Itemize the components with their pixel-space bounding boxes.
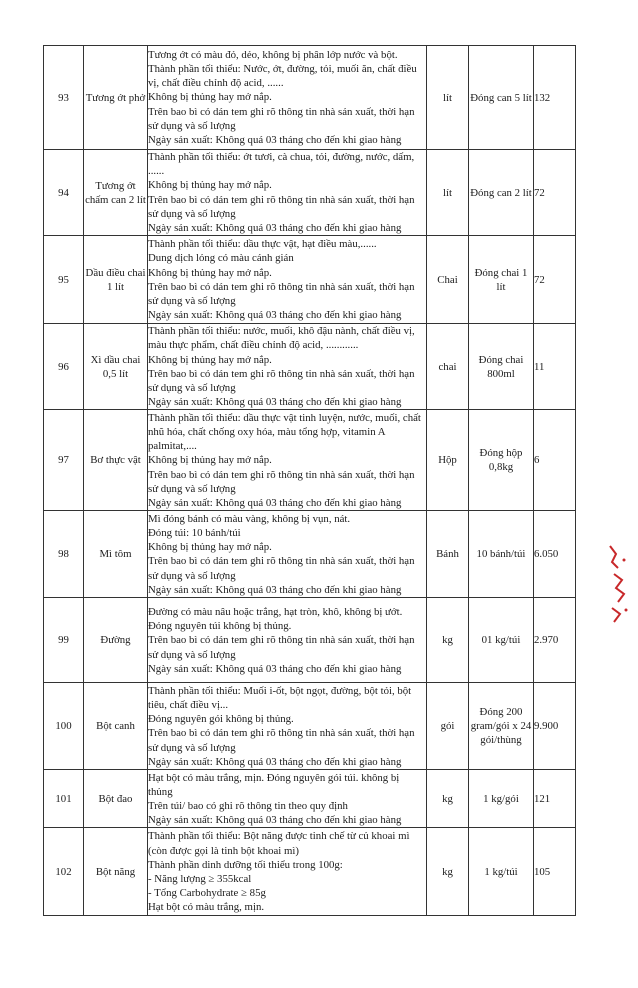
table-row [44,324,576,410]
item-packing: Đóng 200 gram/gói x 24 gói/thùng [469,683,534,770]
table-row [44,410,576,511]
table-row [44,598,576,683]
requirement-line: Ngày sản xuất: Không quá 03 tháng cho đến khi giao hàng [148,222,402,235]
table-row [44,770,576,828]
row-number: 93 [44,46,84,150]
item-unit: lít [427,46,469,150]
requirement-line: Tương ớt có màu đỏ, dẻo, không bị phân lớp nước và bột. [148,48,398,61]
row-number: 96 [44,324,84,410]
requirement-line: Trên bao bì có dán tem ghi rõ thông tin nhà sản xuất, thời hạn sử dụng và số lượng [148,555,415,582]
item-name: Mì tôm [84,511,148,598]
item-requirements [148,150,427,236]
requirement-line: Đóng nguyên gói không bị thủng. [148,713,294,726]
item-requirements [148,236,427,324]
requirement-line: Không bị thủng hay mở nắp. [148,266,272,279]
requirement-line: Không bị thủng hay mở nắp. [148,454,272,467]
item-name: Bột đao [84,770,148,828]
item-unit: lít [427,150,469,236]
item-requirements [148,46,427,150]
row-number: 99 [44,598,84,683]
item-requirements [148,683,427,770]
item-quantity: 132 [534,46,576,150]
item-unit: Bánh [427,511,469,598]
item-quantity: 121 [534,770,576,828]
item-quantity: 72 [534,236,576,324]
item-requirements [148,324,427,410]
requirement-line: - Tổng Carbohydrate ≥ 85g [148,887,266,900]
requirement-line: Hạt bột có màu trắng, mịn. Đóng nguyên gói túi. không bị thủng [148,771,400,798]
table-row [44,511,576,598]
table-row [44,828,576,916]
item-unit: kg [427,828,469,916]
item-unit: kg [427,598,469,683]
item-packing: Đóng can 5 lít [469,46,534,150]
requirement-line: Trên bao bì có dán tem ghi rõ thông tin nhà sản xuất, thời hạn sử dụng và số lượng [148,105,415,132]
item-name: Bơ thực vật [84,410,148,511]
item-packing: Đóng hộp 0,8kg [469,410,534,511]
item-quantity: 11 [534,324,576,410]
row-number: 95 [44,236,84,324]
item-packing: 1 kg/túi [469,828,534,916]
item-requirements [148,828,427,916]
requirement-line: Trên bao bì có dán tem ghi rõ thông tin nhà sản xuất, thời hạn sử dụng và số lượng [148,193,415,220]
item-name: Xì dầu chai 0,5 lít [84,324,148,410]
requirement-line: Thành phần dinh dưỡng tối thiểu trong 100g: [148,858,343,871]
item-quantity: 72 [534,150,576,236]
item-unit: chai [427,324,469,410]
row-number: 101 [44,770,84,828]
item-name: Dầu điều chai 1 lít [84,236,148,324]
requirement-line: Ngày sản xuất: Không quá 03 tháng cho đến khi giao hàng [148,583,402,596]
spec-table [43,45,576,916]
requirement-line: Thành phần tối thiểu: dầu thực vật tinh luyện, nước, muối, chất nhũ hóa, chất chống oxy hóa, màu tổng hợp, vitamin A palmitat,.... [148,411,421,453]
item-name: Đường [84,598,148,683]
item-name: Bột canh [84,683,148,770]
requirement-line: Ngày sản xuất: Không quá 03 tháng cho đến khi giao hàng [148,309,402,322]
requirement-line: Trên bao bì có dán tem ghi rõ thông tin nhà sản xuất, thời hạn sử dụng và số lượng [148,727,415,754]
item-quantity: 6 [534,410,576,511]
requirement-line: Trên túi/ bao có ghi rõ thông tin theo quy định [148,799,348,812]
requirement-line: Ngày sản xuất: Không quá 03 tháng cho đến khi giao hàng [148,662,402,675]
item-unit: kg [427,770,469,828]
requirement-line: Thành phần tối thiểu: dầu thực vật, hạt điều màu,...... [148,238,377,251]
item-unit: Hộp [427,410,469,511]
item-requirements [148,770,427,828]
item-unit: gói [427,683,469,770]
table-row [44,683,576,770]
requirement-line: Không bị thủng hay mở nắp. [148,91,272,104]
item-requirements [148,598,427,683]
row-number: 100 [44,683,84,770]
requirement-line: Đóng nguyên túi không bị thủng. [148,620,292,633]
item-packing: Đóng chai 800ml [469,324,534,410]
row-number: 97 [44,410,84,511]
requirement-line: Ngày sản xuất: Không quá 03 tháng cho đến khi giao hàng [148,134,402,146]
item-packing: 01 kg/túi [469,598,534,683]
spec-table-body [44,46,576,916]
table-row [44,46,576,150]
row-number: 94 [44,150,84,236]
red-stamp-mark [606,540,632,630]
item-packing: Đóng chai 1 lít [469,236,534,324]
requirement-line: Thành phần tối thiểu: Bột năng được tinh chế từ củ khoai mì (còn được gọi là tinh bột khoai mì) [148,830,410,857]
requirement-line: - Năng lượng ≥ 355kcal [148,872,252,885]
requirement-line: Trên bao bì có dán tem ghi rõ thông tin nhà sản xuất, thời hạn sử dụng và số lượng [148,634,415,661]
item-packing: 10 bánh/túi [469,511,534,598]
item-quantity: 6.050 [534,511,576,598]
row-number: 102 [44,828,84,916]
requirement-line: Ngày sản xuất: Không quá 03 tháng cho đến khi giao hàng [148,814,402,827]
table-row [44,150,576,236]
requirement-line: Trên bao bì có dán tem ghi rõ thông tin nhà sản xuất, thời hạn sử dụng và số lượng [148,280,415,307]
item-name: Tương ớt phở [84,46,148,150]
requirement-line: Không bị thủng hay mở nắp. [148,353,272,366]
requirement-line: Ngày sản xuất: Không quá 03 tháng cho đến khi giao hàng [148,496,402,509]
requirement-line: Không bị thủng hay mở nắp. [148,541,272,554]
requirement-line: Thành phần tối thiểu: Nước, ớt, đường, tỏi, muối ăn, chất điều vị, chất điều chỉnh độ acid, ...... [148,62,417,90]
requirement-line: Mì đóng bánh có màu vàng, không bị vụn, nát. [148,512,351,525]
item-name: Bột năng [84,828,148,916]
item-name: Tương ớt chấm can 2 lít [84,150,148,236]
requirement-line: Đường có màu nâu hoặc trắng, hạt tròn, khô, không bị ướt. [148,605,403,618]
requirement-line: Ngày sản xuất: Không quá 03 tháng cho đến khi giao hàng [148,396,402,409]
requirement-line: Dung dịch lỏng có màu cánh gián [148,252,294,265]
table-row [44,236,576,324]
requirement-line: Hạt bột có màu trắng, mịn. [148,901,265,914]
item-unit: Chai [427,236,469,324]
requirement-line: Ngày sản xuất: Không quá 03 tháng cho đến khi giao hàng [148,755,402,768]
requirement-line: Thành phần tối thiểu: Muối i-ốt, bột ngọt, đường, bột tỏi, bột tiêu, chất điều vị... [148,684,412,712]
item-packing: Đóng can 2 lít [469,150,534,236]
item-requirements [148,511,427,598]
requirement-line: Thành phần tối thiểu: nước, muối, khô đậu nành, chất điều vị, màu thực phẩm, chất điều chỉnh độ acid, ............ [148,325,415,352]
item-quantity: 105 [534,828,576,916]
row-number: 98 [44,511,84,598]
requirement-line: Thành phần tối thiểu: ớt tươi, cà chua, tỏi, đường, nước, dấm, ...... [148,151,415,178]
requirement-line: Trên bao bì có dán tem ghi rõ thông tin nhà sản xuất, thời hạn sử dụng và số lượng [148,468,415,495]
item-quantity: 9.900 [534,683,576,770]
item-requirements [148,410,427,511]
requirement-line: Trên bao bì có dán tem ghi rõ thông tin nhà sản xuất, thời hạn sử dụng và số lượng [148,367,415,395]
requirement-line: Không bị thủng hay mở nắp. [148,179,272,192]
item-packing: 1 kg/gói [469,770,534,828]
requirement-line: Đóng túi: 10 bánh/túi [148,527,241,540]
item-quantity: 2.970 [534,598,576,683]
